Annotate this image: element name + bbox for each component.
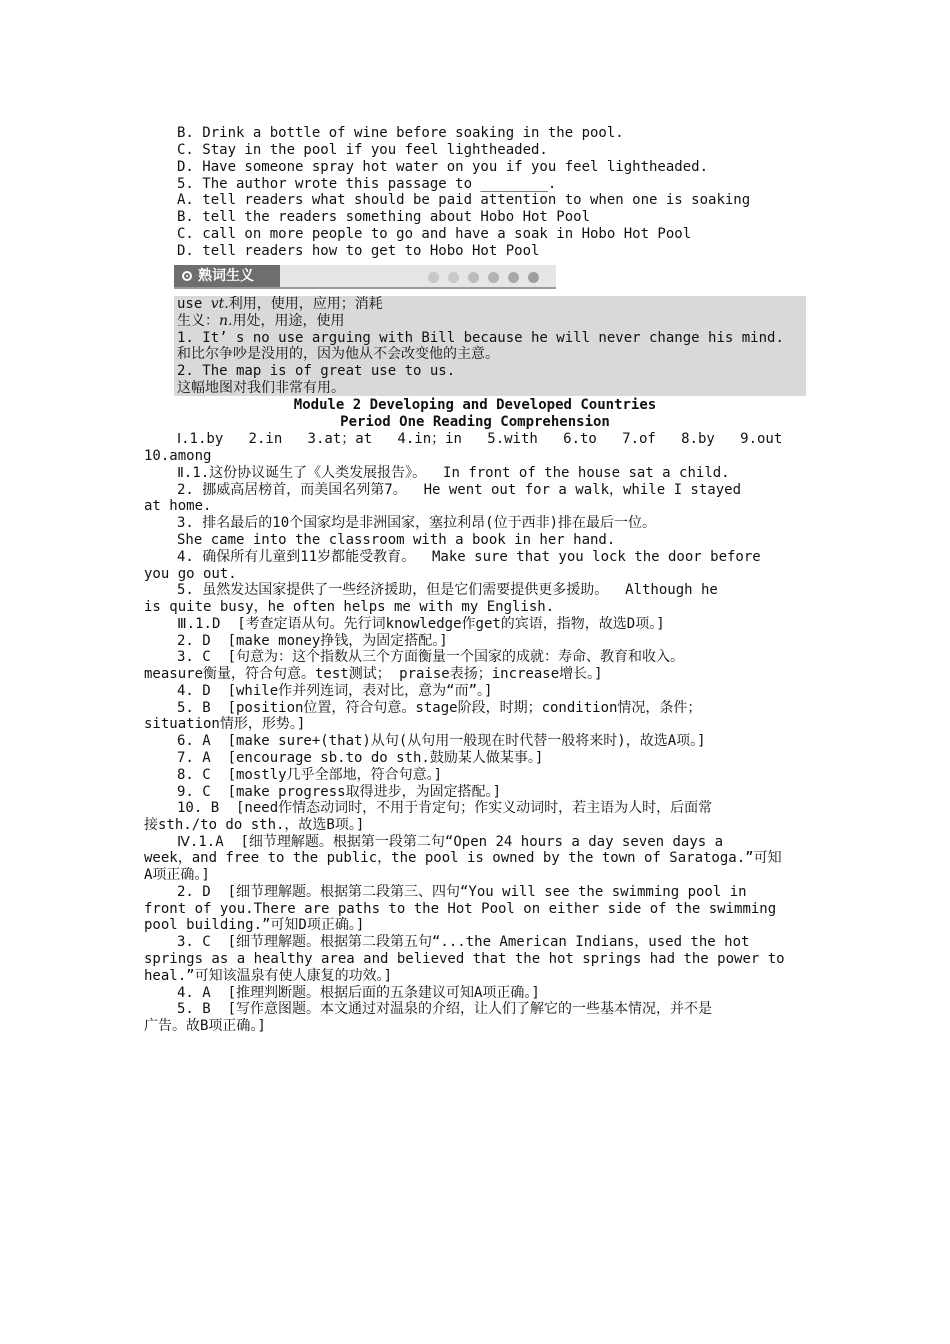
- answer-line: Ⅱ.1.这份协议诞生了《人类发展报告》。 In front of the house sat a child.: [177, 465, 730, 481]
- option-line: B. Drink a bottle of wine before soaking in the pool.: [177, 125, 624, 141]
- answer-line: 2. D [make money挣钱，为固定搭配。]: [177, 633, 448, 649]
- vocab-word-line: [177, 296, 383, 313]
- option-line: D. Have someone spray hot water on you if you feel lightheaded.: [177, 159, 709, 175]
- dot-icon: [528, 272, 539, 283]
- answer-line: heal.”可知该温泉有使人康复的功效。]: [144, 968, 393, 984]
- option-line: D. tell readers how to get to Hobo Hot Pool: [177, 243, 540, 259]
- answer-line: measure衡量，符合句意。test测试； praise表扬；increase增长。]: [144, 666, 603, 682]
- period-title: Period One Reading Comprehension: [340, 414, 610, 430]
- banner-tag: [174, 265, 280, 287]
- answer-line: 5. B [position位置，符合句意。stage阶段，时期；condition情况，条件；: [177, 700, 702, 716]
- option-line: C. call on more people to go and have a soak in Hobo Hot Pool: [177, 226, 692, 242]
- answer-line: 3. C [句意为：这个指数从三个方面衡量一个国家的成就：寿命、教育和收入。: [177, 649, 684, 665]
- answer-line: 9. C [make progress取得进步，为固定搭配。]: [177, 784, 502, 800]
- target-icon: [182, 271, 192, 281]
- banner-dots: [428, 270, 548, 288]
- option-line: B. tell the readers something about Hobo Hot Pool: [177, 209, 591, 225]
- vocab-meaning: 利用，使用，应用；消耗: [228, 296, 383, 312]
- answer-line: 2. D [细节理解题。根据第二段第三、四句“You will see the swimming pool in: [177, 884, 747, 900]
- answer-line: 5. B [写作意图题。本文通过对温泉的介绍，让人们了解它的一些基本情况，并不是: [177, 1001, 712, 1017]
- answer-line: week，and free to the public，the pool is owned by the town of Saratoga.”可知: [144, 850, 782, 866]
- dot-icon: [488, 272, 499, 283]
- vocab-new-meaning: 用处，用途，使用: [232, 313, 345, 329]
- answer-line: 8. C [mostly几乎全部地，符合句意。]: [177, 767, 443, 783]
- answer-line: Ⅳ.1.A [细节理解题。根据第一段第二句“Open 24 hours a day seven days a: [177, 834, 724, 850]
- answer-line: 3. 排名最后的10个国家均是非洲国家，塞拉利昂(位于西非)排在最后一位。: [177, 515, 656, 531]
- vocab-example-en: 2. The map is of great use to us.: [177, 363, 456, 379]
- dot-icon: [508, 272, 519, 283]
- answer-line: 7. A [encourage sb.to do sth.鼓励某人做某事。]: [177, 750, 544, 766]
- vocab-new-pos: n.: [219, 313, 233, 329]
- answer-line: situation情形，形势。]: [144, 716, 306, 732]
- answer-line: 4. 确保所有儿童到11岁都能受教育。 Make sure that you lock the door before: [177, 549, 761, 565]
- vocab-example-zh: 和比尔争吵是没用的，因为他从不会改变他的主意。: [177, 346, 499, 362]
- answer-line: you go out.: [144, 566, 237, 582]
- answer-line: front of you.There are paths to the Hot Pool on either side of the swimming: [144, 901, 777, 917]
- section-banner: [174, 265, 556, 289]
- answer-line: 10.among: [144, 448, 212, 464]
- answer-line: 广告。故B项正确。]: [144, 1018, 266, 1034]
- answer-line: springs as a healthy area and believed that the hot springs had the power to: [144, 951, 785, 967]
- dot-icon: [428, 272, 439, 283]
- answer-line: 10. B [need作情态动词时，不用于肯定句；作实义动词时，若主语为人时，后面常: [177, 800, 713, 816]
- answer-line: 接sth./to do sth.，故选B项。]: [144, 817, 365, 833]
- module-title: Module 2 Developing and Developed Countries: [293, 397, 657, 413]
- option-line: C. Stay in the pool if you feel lightheaded.: [177, 142, 548, 158]
- answer-line: Ⅲ.1.D [考查定语从句。先行词knowledge作get的宾语，指物，故选D项。]: [177, 616, 665, 632]
- answer-line: She came into the classroom with a book in her hand.: [177, 532, 616, 548]
- banner-label: 熟词生义: [198, 268, 254, 284]
- dot-icon: [468, 272, 479, 283]
- vocab-example-en: 1. It’ s no use arguing with Bill because he will never change his mind.: [177, 330, 784, 346]
- question-line: 5. The author wrote this passage to ________.: [177, 176, 557, 192]
- vocab-word: use: [177, 296, 211, 312]
- answer-line: pool building.”可知D项正确。]: [144, 917, 365, 933]
- answer-line: 3. C [细节理解题。根据第二段第五句“...the American Indians，used the hot: [177, 934, 750, 950]
- answer-line: 4. A [推理判断题。根据后面的五条建议可知A项正确。]: [177, 985, 540, 1001]
- answer-line: A项正确。]: [144, 867, 210, 883]
- answer-line: 5. 虽然发达国家提供了一些经济援助，但是它们需要提供更多援助。 Although he: [177, 582, 718, 598]
- answer-line: 2. 挪威高居榜首，而美国名列第7。 He went out for a walk，while I stayed: [177, 482, 742, 498]
- vocab-new-line: [177, 313, 344, 330]
- vocab-new-prefix: 生义：: [177, 313, 219, 329]
- answer-line: 6. A [make sure+(that)从句(从句用一般现在时代替一般将来时)，故选A项。]: [177, 733, 706, 749]
- answer-line: Ⅰ.1.by 2.in 3.at；at 4.in；in 5.with 6.to 7.of 8.by 9.out: [177, 431, 783, 447]
- answer-line: is quite busy，he often helps me with my English.: [144, 599, 555, 615]
- vocab-example-zh: 这幅地图对我们非常有用。: [177, 380, 345, 396]
- dot-icon: [448, 272, 459, 283]
- answer-line: 4. D [while作并列连词，表对比，意为“而”。]: [177, 683, 493, 699]
- vocab-pos: vt.: [210, 296, 229, 312]
- answer-line: at home.: [144, 498, 212, 514]
- option-line: A. tell readers what should be paid attention to when one is soaking: [177, 192, 751, 208]
